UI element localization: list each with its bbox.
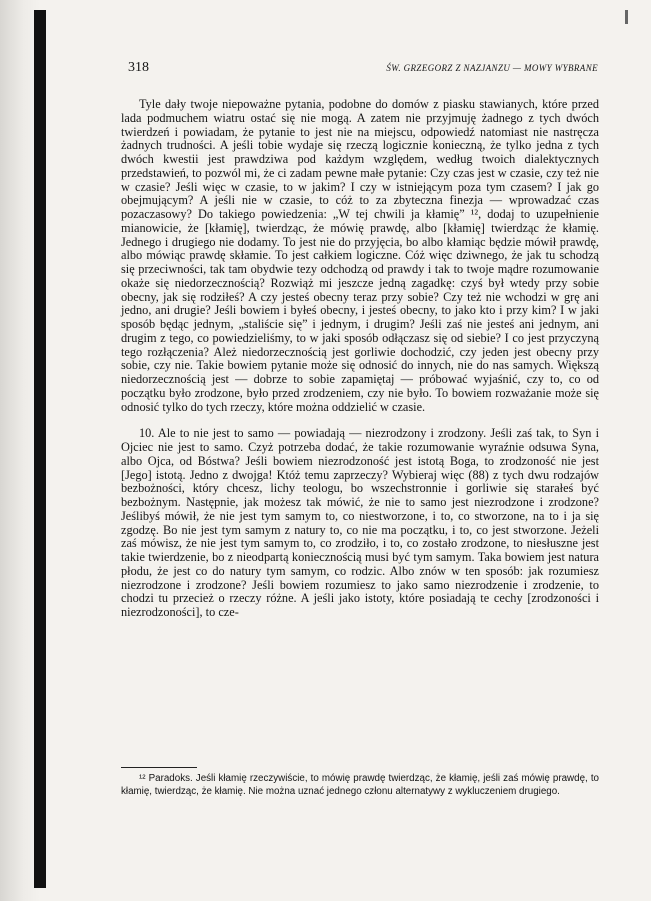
page-edge-mark (625, 10, 628, 24)
footnote: ¹² Paradoks. Jeśli kłamię rzeczywiście, to mówię prawdę twierdząc, że kłamię, jeśli zaś mówię prawdę, to kłamię, twierdząc, że kłamię. Nie można uznać jednego członu alternatywy z wykluczeniem drugiego. (121, 773, 599, 797)
paragraph: 10. Ale to nie jest to samo — powiadają — niezrodzony i zrodzony. Jeśli zaś tak, to Syn i Ojciec nie jest to samo. Czyż potrzeba dodać, że takie rozumowanie wyraźnie odsuwa Syna, albo Ojca, od Bóstwa? Jeśli bowiem niezrodzoność jest istotą Boga, to zrodzoność nie jest [Jego] istotą. Jedno z dwojga! Któż temu zaprzeczy? Wybieraj więc (88) z tych dwu rodzajów bezbożności, który chcesz, lichy teologu, bo wszechstronnie i gorliwie się starałeś być bezbożnym. Następnie, jak możesz tak mówić, że nie to samo jest niezrodzone i zrodzone? Jeślibyś mówił, że nie jest tym samym to, co niestworzone, i to, co stworzone, na to i ja się zgodzę. Bo nie jest tym samym z natury to, co nie ma początku, i to, co jest stworzone. Jeżeli zaś mówisz, że nie jest tym samym to, co zrodziło, i to, co zostało zrodzone, to niesłuszne jest takie twierdzenie, bo z nieodpartą koniecznością musi być tym samym. Taka bowiem jest natura płodu, że jest co do natury tym samym, co rodzic. Albo znów w ten sposób: jak rozumiesz niezrodzone i zrodzone? Jeśli bowiem rozumiesz to jako samo niezrodzenie i zrodzenie, to chodzi tu przecież o rzeczy różne. A jeśli jako istoty, które posiadają te cechy [zrodzoności i niezrodzoności], to cze- (121, 426, 599, 619)
main-text (121, 98, 599, 620)
paragraph: Tyle dały twoje niepoważne pytania, podobne do domów z piasku stawianych, które przed lada podmuchem wiatru ostać się nie mogą. A zatem nie przyjmuję żadnego z tych dwóch twierdzeń i powiadam, że pytanie to jest nie na miejscu, odpowiedź natomiast nie nastręcza żadnych trudności. A jeśli tobie wydaje się rzeczą logicznie konieczną, że tylko jedna z tych dwóch kwestii jest prawdziwa pod każdym względem, według twoich dialektycznych przedstawień, to pozwól mi, że ci zadam pewne małe pytanie: Czy czas jest w czasie, czy też nie w czasie? Jeśli więc w czasie, to w jakim? I czy w istniejącym poza tym czasem? I jak go obejmującym? A jeśli nie w czasie, to cóż to za zbyteczna finezja — wprowadzać czas pozaczasowy? Do takiego powiedzenia: „W tej chwili ja kłamię” ¹², dodaj to uzupełnienie mianowicie, że [kłamię], twierdząc, że mówię prawdę, albo [kłamię] twierdząc że kłamię. Jednego i drugiego nie dodamy. To jest nie do przyjęcia, bo albo kłamiąc będzie mówił prawdę, albo mówiąc prawdę skłamie. To jest całkiem logiczne. Cóż więc dziwnego, że jak tu schodzą się przeciwności, tak tam obydwie tezy odchodzą od prawdy i tak to twoje mądre rozumowanie okaże się niedorzecznością? Rozwiąż mi jeszcze jedną zagadkę: czyś był wtedy przy sobie obecny, jak się rodziłeś? A czy jesteś obecny teraz przy sobie? Czy też nie wchodzi w grę ani jedno, ani drugie? Jeśli bowiem i byłeś obecny, i jesteś obecny, to jako kto i przy kim? I w jaki sposób będąc jednym, „staliście się” i jednym, i drugim? Jeśli zaś nie jesteś ani jednym, ani drugim z tego, co powiedzieliśmy, to w jaki sposób odłączasz się od siebie? I co jest przyczyną tego rozłączenia? Ależ niedorzecznością jest gorliwie dochodzić, czy jeden jest obecny przy sobie, czy nie. Takie bowiem pytanie może się odnosić do innych, nie do nas samych. Większą niedorzecznością jest — dobrze to sobie zapamiętaj — próbować wyjaśnić, czy to, co od początku było zrodzone, było przed zrodzeniem, czy nie było. To bowiem rozważanie może się odnosić tylko do tych rzeczy, które można oddzielić w czasie. (121, 97, 599, 414)
binding-edge (34, 10, 46, 888)
page-number: 318 (128, 60, 149, 75)
page-header (128, 60, 598, 78)
footnote-rule (121, 767, 197, 768)
running-head: ŚW. GRZEGORZ Z NAZJANZU — MOWY WYBRANE (386, 63, 598, 73)
